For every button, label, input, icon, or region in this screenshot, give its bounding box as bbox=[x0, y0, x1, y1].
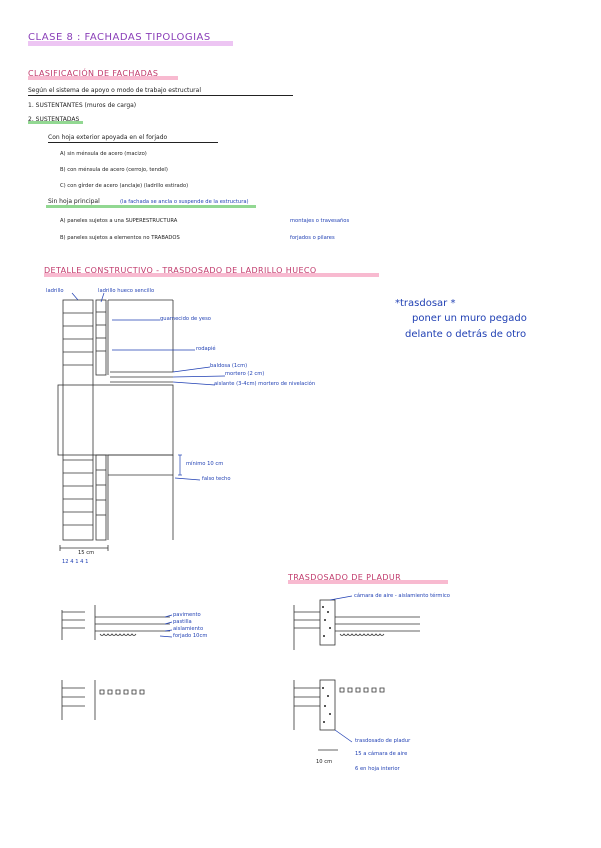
sub-item-c: C) con gírder de acero (anclaje) (ladrillo estirado) bbox=[60, 183, 189, 189]
label-dim1: 15 a cámara de aire bbox=[355, 751, 408, 757]
sub-item2-b: B) paneles sujetos a elementos no TRABADOS bbox=[60, 235, 180, 241]
label-baldosa: baldosa (1cm) bbox=[210, 363, 248, 369]
sub-item2-a: A) paneles sujetos a una SUPERESTRUCTURA bbox=[60, 218, 178, 224]
label-aislamiento: aislamiento bbox=[173, 626, 204, 632]
sub-item-b: B) con ménsula de acero (cerrojo, tendel) bbox=[60, 167, 168, 173]
label-mortero: mortero (2 cm) bbox=[225, 371, 265, 377]
note-line-2: delante o detrás de otro bbox=[405, 329, 527, 340]
sub-heading-sin-hoja: Sin hoja principal bbox=[48, 198, 100, 205]
label-ladrillo-hueco: ladrillo hueco sencillo bbox=[98, 288, 155, 294]
sub-heading-sin-hoja-note: (la fachada se ancla o suspende de la estructura) bbox=[120, 199, 249, 205]
note-line-1: poner un muro pegado bbox=[412, 313, 527, 324]
section1-heading: CLASIFICACIÓN DE FACHADAS bbox=[28, 69, 159, 78]
label-minimo: mínimo 10 cm bbox=[186, 461, 224, 467]
dim-10cm: 10 cm bbox=[316, 759, 333, 765]
item-sustentadas: 2. SUSTENTADAS bbox=[28, 116, 80, 123]
label-falso-techo: falso techo bbox=[202, 476, 231, 482]
label-pavimento: pavimento bbox=[173, 612, 201, 618]
note-trasdosar-title: *trasdosar * bbox=[395, 298, 456, 309]
label-rodapie: rodapié bbox=[196, 346, 216, 352]
sub-item2-b-note: forjados o pilares bbox=[290, 235, 335, 241]
section3-heading: TRASDOSADO DE PLADUR bbox=[288, 573, 402, 582]
label-pastilla: pastilla bbox=[173, 619, 192, 625]
sub-item2-a-note: montajes o travesaños bbox=[290, 218, 350, 224]
dims-values: 12 4 1 4 1 bbox=[62, 559, 89, 565]
sub-heading-hoja-apoyada: Con hoja exterior apoyada en el forjado bbox=[48, 134, 168, 141]
section1-intro: Según el sistema de apoyo o modo de trabajo estructural bbox=[28, 87, 201, 94]
label-ladrillo: ladrillo bbox=[46, 288, 64, 294]
label-forjado: forjado 10cm bbox=[173, 633, 208, 639]
label-camara-aire: cámara de aire - aislamiento térmico bbox=[354, 593, 450, 599]
sub-item-a: A) sin ménsula de acero (macizo) bbox=[60, 151, 147, 157]
label-trasdosado-pladur: trasdosado de pladur bbox=[355, 738, 411, 744]
page-title: CLASE 8 : FACHADAS TIPOLOGIAS bbox=[28, 32, 211, 43]
dims-label: 15 cm bbox=[78, 550, 95, 556]
label-aislante: aislante (3-4cm) mortero de nivelación bbox=[214, 381, 316, 387]
label-dim2: 6 en hoja interior bbox=[355, 766, 400, 772]
item-sustentantes: 1. SUSTENTANTES (muros de carga) bbox=[28, 102, 137, 109]
section2-heading: DETALLE CONSTRUCTIVO - TRASDOSADO DE LADRILLO HUECO bbox=[44, 266, 317, 275]
label-guarnecido: guarnecido de yeso bbox=[160, 316, 211, 322]
